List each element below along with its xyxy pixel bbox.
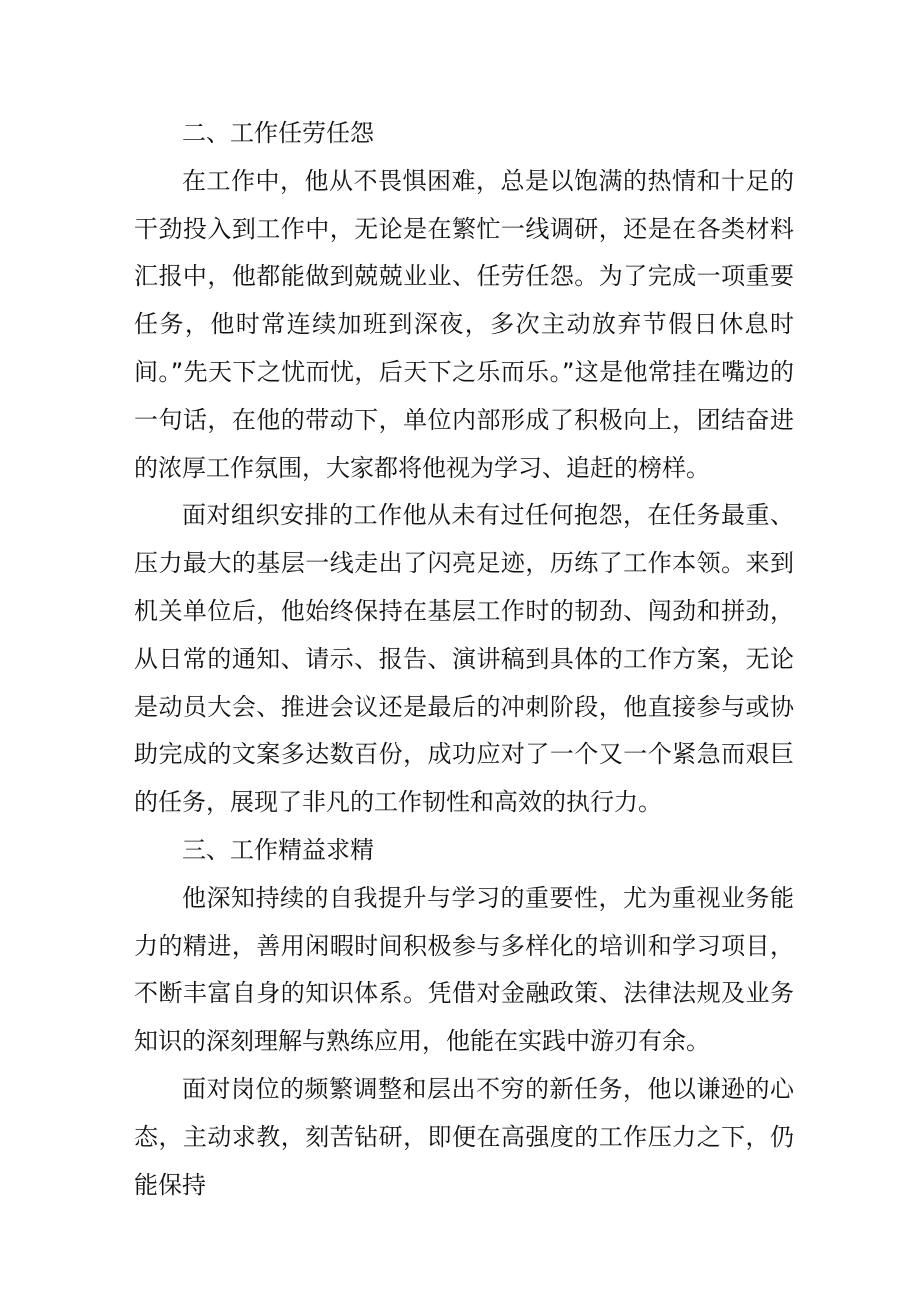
section-heading: 二、工作任劳任怨 bbox=[182, 119, 374, 147]
section-heading: 三、工作精益求精 bbox=[182, 835, 374, 864]
document-body bbox=[134, 110, 794, 1209]
body-paragraph: 面对组织安排的工作他从未有过任何抱怨，在任务最重、压力最大的基层一线走出了闪亮足迹，历练了工作本领。来到机关单位后，他始终保持在基层工作时的韧劲、闯劲和拼劲，从日常的通知、请示、报告、演讲稿到具体的工作方案，无论是动员大会、推进会议还是最后的冲刺阶段，他直接参与或协助完成的文案多达数百份，成功应对了一个又一个紧急而艰巨的任务，展现了非凡的工作韧性和高效的执行力。 bbox=[134, 501, 794, 817]
body-paragraph: 他深知持续的自我提升与学习的重要性，尤为重视业务能力的精进，善用闲暇时间积极参与多样化的培训和学习项目，不断丰富自身的知识体系。凭借对金融政策、法律法规及业务知识的深刻理解与熟练应用，他能在实践中游刃有余。 bbox=[134, 883, 794, 1056]
body-paragraph: 在工作中，他从不畏惧困难，总是以饱满的热情和十足的干劲投入到工作中，无论是在繁忙一线调研，还是在各类材料汇报中，他都能做到兢兢业业、任劳任怨。为了完成一项重要任务，他时常连续加班到深夜，多次主动放弃节假日休息时间。”先天下之忧而忧，后天下之乐而乐。”这是他常挂在嘴边的一句话，在他的带动下，单位内部形成了积极向上，团结奋进的浓厚工作氛围，大家都将他视为学习、追赶的榜样。 bbox=[134, 166, 794, 482]
body-paragraph: 面对岗位的频繁调整和层出不穷的新任务，他以谦逊的心态，主动求教，刻苦钻研，即便在高强度的工作压力之下，仍能保持 bbox=[134, 1074, 794, 1199]
